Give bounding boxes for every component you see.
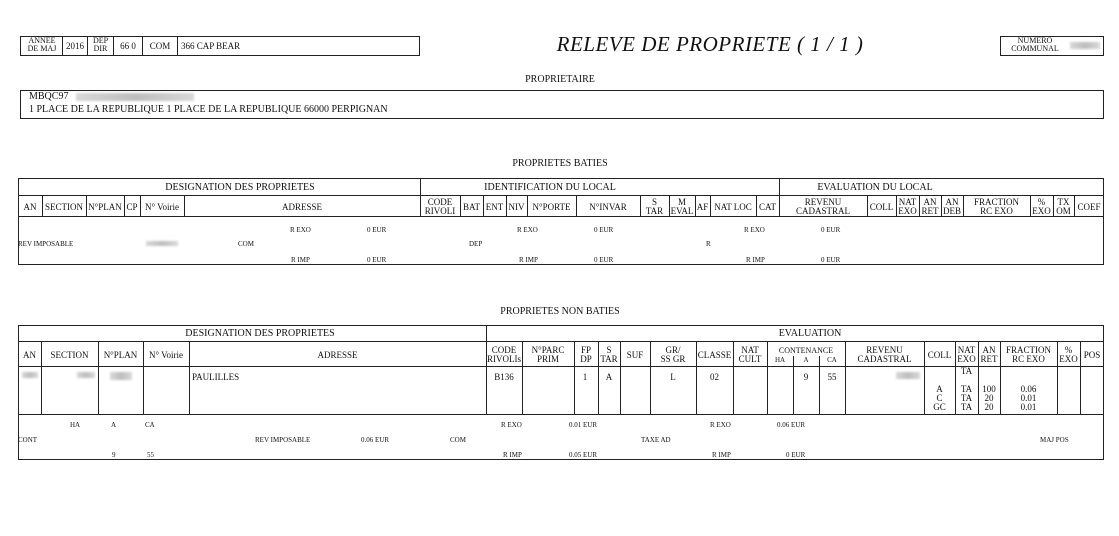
nb-footer-ca: CA [145,421,155,429]
proprietaire-heading: PROPRIETAIRE [525,74,595,85]
redacted-revenu [896,372,920,379]
nb-col-revenu: REVENU CADASTRAL [857,345,912,364]
nb-col-an: AN [23,350,36,360]
baties-col-cp: CP [126,202,138,212]
nb-col-code-rivoli: CODE RIVOLIs [487,345,521,364]
baties-footer-rimp-val: 0 EUR [367,256,387,264]
nb-footer-rev-imposable: REV IMPOSABLE [255,436,311,444]
non-baties-heading: PROPRIETES NON BATIES [500,306,620,317]
redacted-nplan [110,372,132,380]
baties-col-ninvar: N°INVAR [589,202,627,212]
nb-col-nplan: N°PLAN [103,350,138,360]
nb-footer-rimp-val: 0.05 EUR [569,451,597,459]
baties-footer-rexo: R EXO [290,226,311,234]
dep-dir-label: DEP DIR [92,36,109,53]
annee-maj-label: ANNEE DE MAJ [27,36,57,53]
baties-footer-rimp3: R IMP [746,256,765,264]
nb-footer-rimp2-val: 0 EUR [786,451,806,459]
redacted-rev [146,241,178,246]
baties-col-ent: ENT [485,202,504,212]
baties-col-code-rivoli: CODE RIVOLI [424,197,456,216]
baties-col-voirie: N° Voirie [144,202,180,212]
baties-col-niv: NIV [508,202,525,212]
baties-col-section: SECTION [45,202,83,212]
nb-footer-rev-imposable-val: 0.06 EUR [361,436,389,444]
non-baties-group-evaluation: EVALUATION [778,328,842,339]
nb-row-s-tar: A [605,372,613,382]
nb-row-classe: 02 [710,372,719,382]
nb-row-a: 9 [803,372,809,382]
baties-col-nat-exo: NAT EXO [898,197,917,216]
baties-footer-rimp2-val: 0 EUR [594,256,614,264]
nb-col-coll: COLL [927,350,952,360]
nb-footer-rexo2-val: 0.06 EUR [777,421,805,429]
nb-footer-ha-val: 9 [112,451,116,459]
nb-footer-com: COM [450,436,466,444]
baties-col-an: AN [23,202,37,212]
nb-footer-cont: CONT [18,436,38,444]
baties-col-coef: COEF [1077,202,1101,212]
baties-col-nat-loc: NAT LOC [714,202,752,212]
nb-col-an-ret: AN RET [980,345,998,364]
nb-col-pos: POS [1083,350,1101,360]
baties-col-fraction: FRACTION RC EXO [973,197,1019,216]
nb-row-nat-exo: TA TA TA TA [960,366,973,412]
baties-col-tx-om: TX OM [1056,197,1071,216]
redacted-an [22,372,38,378]
baties-col-adresse: ADRESSE [281,202,322,212]
baties-col-s-tar: S TAR [645,197,664,216]
nb-footer-ca-val: 55 [147,451,154,459]
nb-footer-rexo: R EXO [501,421,522,429]
baties-footer-rexo2-val: 0 EUR [594,226,614,234]
nb-col-nat-cult: NAT CULT [738,345,762,364]
nb-footer-rimp2: R IMP [712,451,731,459]
nb-col-contenance: CONTENANCE [778,346,834,355]
proprietaire-address: 1 PLACE DE LA REPUBLIQUE 1 PLACE DE LA REPUBLIQUE 66000 PERPIGNAN [29,104,388,115]
nb-row-coll: A C GC [933,384,946,412]
baties-footer-rexo3-val: 0 EUR [821,226,841,234]
nb-col-pct-exo: % EXO [1059,345,1078,364]
baties-group-evaluation: EVALUATION DU LOCAL [817,182,933,193]
nb-footer-taxe-ad: TAXE AD [641,436,671,444]
nb-col-voirie: N° Voirie [148,350,184,360]
nb-footer-rimp: R IMP [503,451,522,459]
nb-footer-a: A [111,421,117,429]
nb-row-adresse: PAULILLES [192,372,240,382]
nb-col-suf: SUF [626,350,644,360]
non-baties-group-designation: DESIGNATION DES PROPRIETES [185,328,335,339]
baties-footer-rexo2: R EXO [517,226,538,234]
nb-col-gr-ssgr: GR/ SS GR [660,345,686,364]
baties-col-cat: CAT [758,202,776,212]
nb-footer-maj-pos: MAJ POS [1040,436,1069,444]
redacted-numero [1070,42,1100,49]
baties-col-af: AF [696,202,709,212]
baties-group-designation: DESIGNATION DES PROPRIETES [165,182,315,193]
baties-col-nporte: N°PORTE [532,202,571,212]
nb-col-classe: CLASSE [697,350,732,360]
nb-row-fraction: 0.06 0.01 0.01 [1020,384,1037,412]
redacted-owner-name [76,93,194,101]
baties-col-coll: COLL [869,202,894,212]
com-label: COM [149,41,171,51]
nb-footer-rexo2: R EXO [710,421,731,429]
nb-col-fraction: FRACTION RC EXO [1005,345,1051,364]
nb-row-code-rivoli: B136 [494,372,514,382]
nb-row-fp: 1 [582,372,588,382]
dep-dir-value: 66 0 [120,41,136,51]
nb-col-a: A [803,356,809,364]
baties-footer-r: R [706,240,711,248]
nb-col-s-tar: S TAR [600,345,618,364]
baties-col-m-eval: M EVAL [670,197,694,216]
baties-col-nplan: N°PLAN [88,202,122,212]
baties-footer-rexo3: R EXO [744,226,765,234]
baties-col-revenu: REVENU CADASTRAL [795,197,850,216]
baties-col-bat: BAT [462,202,480,212]
baties-footer-rimp: R IMP [291,256,310,264]
baties-col-an-ret: AN RET [921,197,939,216]
baties-group-identification: IDENTIFICATION DU LOCAL [484,182,616,193]
baties-footer-rimp3-val: 0 EUR [821,256,841,264]
nb-col-ha: HA [774,356,786,364]
baties-col-an-deb: AN DEB [943,197,961,216]
page-title: RELEVE DE PROPRIETE ( 1 / 1 ) [556,32,864,56]
baties-footer-dep: DEP [469,240,483,248]
numero-communal-label: NUMERO COMMUNAL [1011,36,1059,53]
com-value: 366 CAP BEAR [181,41,241,51]
nb-row-an-ret: 100 20 20 [982,384,996,412]
baties-footer-rimp2: R IMP [519,256,538,264]
nb-row-gr: L [670,372,676,382]
nb-footer-rexo-val: 0.01 EUR [569,421,597,429]
nb-row-ca: 55 [827,372,837,382]
baties-footer-com: COM [238,240,254,248]
nb-col-adresse: ADRESSE [317,350,358,360]
baties-footer-rev-imposable: REV IMPOSABLE [18,240,74,248]
redacted-section [77,372,95,378]
nb-col-ca: CA [827,356,837,364]
baties-col-pct-exo: % EXO [1032,197,1051,216]
baties-footer-rexo-val: 0 EUR [367,226,387,234]
nb-footer-ha: HA [70,421,81,429]
baties-heading: PROPRIETES BATIES [512,158,608,169]
proprietaire-code: MBQC97 [29,91,69,102]
nb-col-fp-dp: FP DP [580,345,592,364]
nb-col-nparc-prim: N°PARC PRIM [531,345,565,364]
nb-col-nat-exo: NAT EXO [957,345,976,364]
nb-col-section: SECTION [50,350,89,360]
annee-maj-value: 2016 [66,41,84,51]
